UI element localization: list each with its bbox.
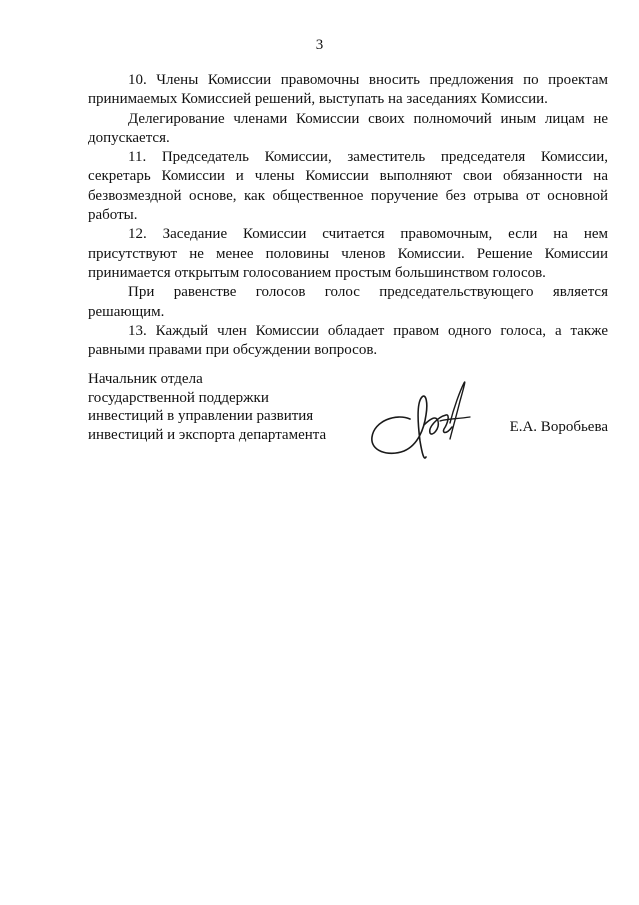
signatory-position-line: государственной поддержки <box>88 389 269 406</box>
signatory-name: Е.А. Воробьева <box>509 419 608 435</box>
paragraph-item-11: 11. Председатель Комиссии, заместитель председателя Комиссии, секретарь Комиссии и члены Комиссии выполняют свои обязанности на безвозмездной основе, как общественное поручение без отрыва от основной работы. <box>88 149 608 224</box>
paragraph-delegation: Делегирование членами Комиссии своих полномочий иным лицам не допускается. <box>88 110 608 146</box>
paragraph-item-10: 10. Члены Комиссии правомочны вносить предложения по проектам принимаемых Комиссией решений, выступать на заседаниях Комиссии. <box>88 72 608 108</box>
handwritten-signature <box>366 377 476 463</box>
paragraph-item-13: 13. Каждый член Комиссии обладает правом одного голоса, а также равными правами при обсуждении вопросов. <box>88 322 608 359</box>
signatory-position-line: инвестиций и экспорта департамента <box>88 426 327 443</box>
document-body <box>88 71 608 360</box>
signatory-position-line: Начальник отдела <box>88 371 203 387</box>
signatory-position <box>88 370 358 444</box>
paragraph-item-12: 12. Заседание Комиссии считается правомочным, если на нем присутствуют не менее половины членов Комиссии. Решение Комиссии принимается открытым голосованием простым большинством голосов. <box>88 226 608 281</box>
page-number: 3 <box>315 37 324 53</box>
signatory-position-line: инвестиций в управлении развития <box>88 408 314 424</box>
paragraph-tie-vote: При равенстве голосов голос председательствующего является решающим. <box>88 284 608 320</box>
